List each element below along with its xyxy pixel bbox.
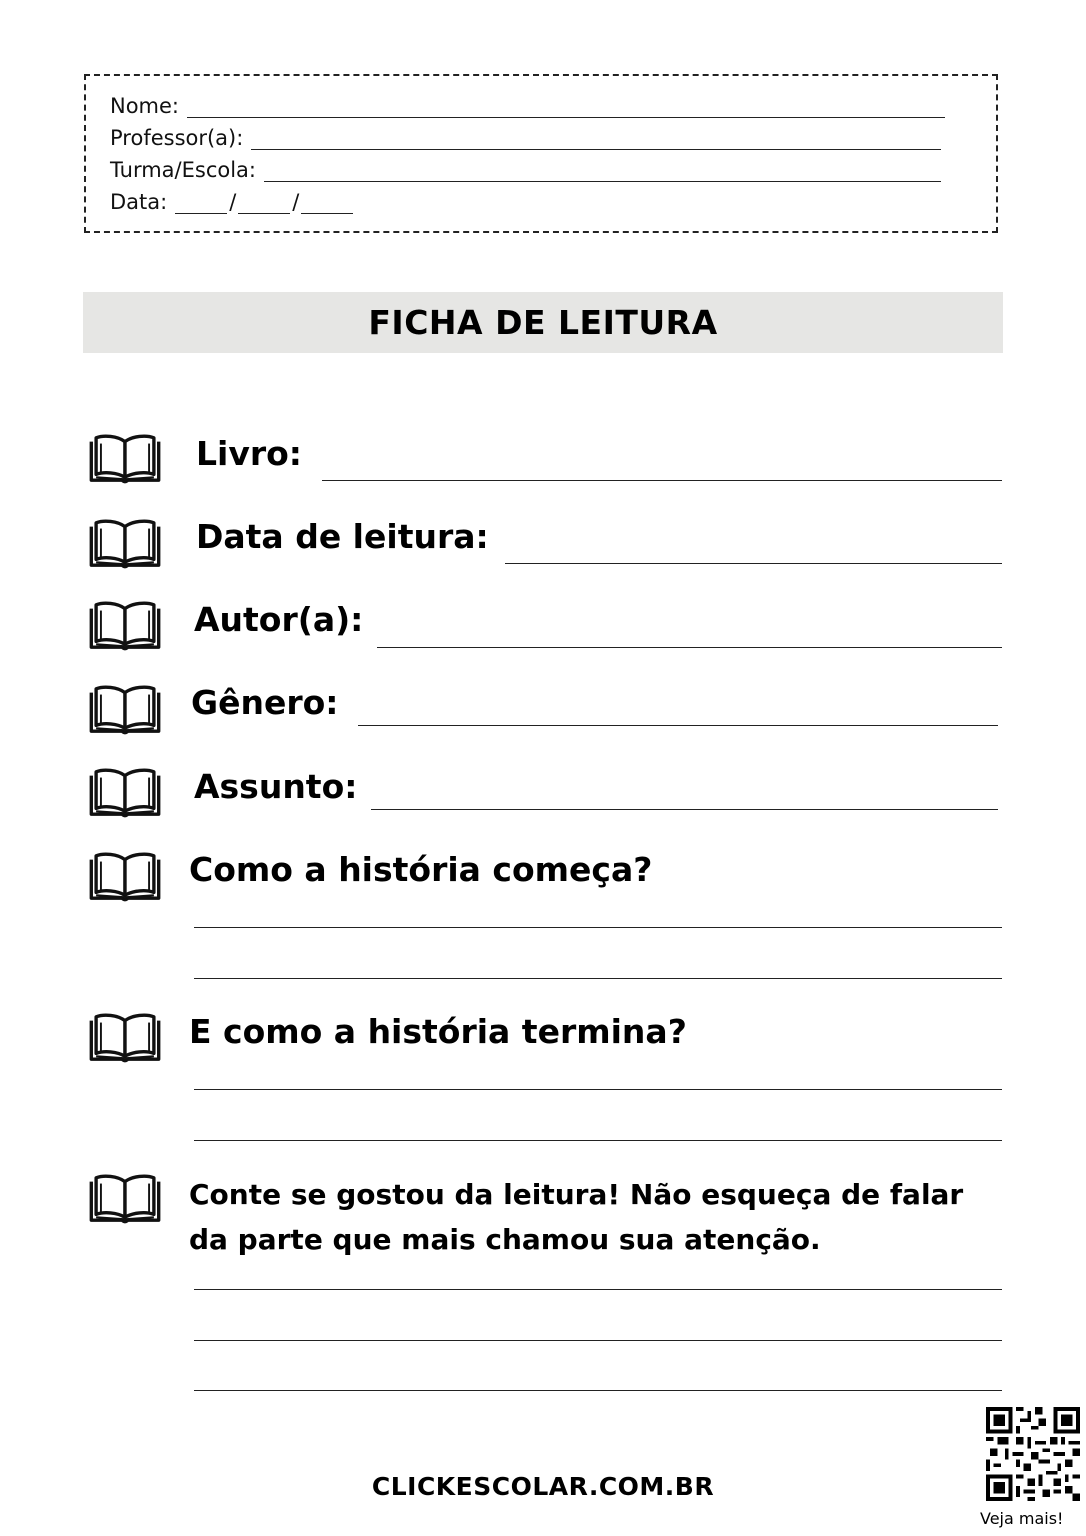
opinion-prompt-line-1: Conte se gostou da leitura! Não esqueça de falar [189,1178,964,1211]
date-separator: / [229,190,237,214]
open-book-icon [87,1172,163,1224]
date-separator: / [292,190,300,214]
start-question: Como a história começa? [189,850,653,889]
author-field[interactable] [377,647,1002,648]
class-row [110,152,941,182]
site-url[interactable]: CLICKESCOLAR.COM.BR [371,1472,715,1501]
genre-label: Gênero: [191,683,339,722]
date-row [110,184,353,214]
opinion-prompt-line-2: da parte que mais chamou sua atenção. [189,1223,821,1256]
class-field[interactable] [264,161,941,182]
end-answer-line[interactable] [194,1089,1002,1090]
open-book-icon [87,850,163,902]
open-book-icon [87,1011,163,1063]
opinion-prompt [189,1172,989,1262]
date-month-field[interactable] [238,193,290,214]
open-book-icon [87,517,163,569]
start-answer-line[interactable] [194,927,1002,928]
open-book-icon [87,766,163,818]
open-book-icon [87,432,163,484]
date-year-field[interactable] [301,193,353,214]
end-question: E como a história termina? [189,1012,687,1051]
open-book-icon [87,683,163,735]
genre-field[interactable] [358,725,998,726]
teacher-row [110,120,941,150]
subject-label: Assunto: [194,767,358,806]
name-label: Nome: [110,94,180,118]
book-field[interactable] [322,480,1002,481]
subject-field[interactable] [371,809,998,810]
name-field[interactable] [187,97,945,118]
teacher-label: Professor(a): [110,126,244,150]
see-more-label[interactable]: Veja mais! [980,1509,1064,1528]
name-row [110,88,945,118]
opinion-answer-line[interactable] [194,1289,1002,1290]
book-label: Livro: [196,434,302,473]
opinion-answer-line[interactable] [194,1340,1002,1341]
end-answer-line[interactable] [194,1140,1002,1141]
teacher-field[interactable] [251,129,941,150]
title-bar [83,292,1003,353]
opinion-answer-line[interactable] [194,1390,1002,1391]
start-answer-line[interactable] [194,978,1002,979]
reading-date-field[interactable] [505,563,1002,564]
author-label: Autor(a): [194,600,364,639]
qr-code-icon[interactable] [986,1407,1080,1501]
open-book-icon [87,599,163,651]
class-label: Turma/Escola: [110,158,256,182]
student-info-box [84,74,998,233]
date-day-field[interactable] [175,193,227,214]
date-label: Data: [110,190,168,214]
page-title: FICHA DE LEITURA [368,303,718,342]
reading-date-label: Data de leitura: [196,517,489,556]
